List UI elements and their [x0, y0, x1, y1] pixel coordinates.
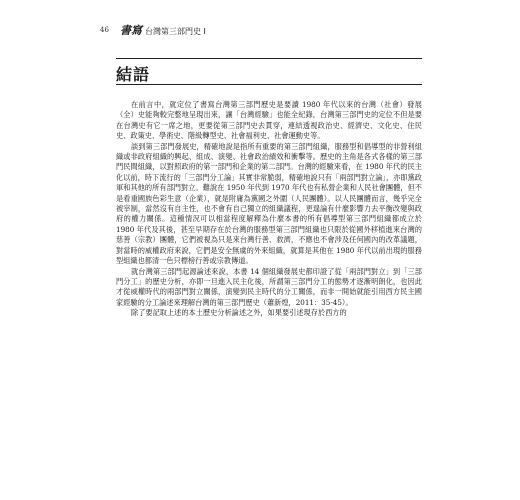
paragraph: 談到第三部門發展史，精確地說是指所有重要的第三部門組織，服務型和倡導型的非營利組織或非政府組織的興起、組成、演變、社會政治績效和衝擊等。歷史的主角是各式各樣的第三部門民間組織，以對照政府的第一部門和企業的第二部門。台灣的經驗來看，在 1980 年代的民主化以前，時下流行的「三部門分工論」其實非常脆弱，精確地說只有「兩部門對立論」，亦即黨政軍和其他的所有部門對立。難說在 1950 年代到 1970 年代也有私營企業和人民社會團體，但不是看重國族色彩生意（企業），就是附庸為黨國之外圍（人民團體）。以人民團體而言，幾乎完全被宰制，當然沒有自主性，也不會有自己獨立的組織議程，更遑論有什麼影響力去平衡改變與政府的權力關係。這種情況可以相當程度解釋為什麼本書的所有倡導型第三部門組織都成立於 1980 年代及其後，甚至早期存在於台灣的服務型第三部門組織也只限於從國外移植進來台灣的慈善（宗教）團體，它們被視為只是來台灣行善、救濟，不應也不會涉及任何國內的改革議題，對當時的威權政府來說，它們是安全無虞的外來組織，就算是其他在 1980 年代以前出現的服務型組織也都清一色只標榜行善或宗教傳道。	[116, 141, 422, 266]
paragraph: 就台灣第三部門起源論述來說，本書 14 個組織發展史都印證了從「兩部門對立」到「三部門分工」的歷史分析，亦即一旦進入民主化後，所謂第三部門分工的態勢才逐漸明朗化，也因此才從威權時代的兩部門對立關係，演變到民主時代的分工關係，而非一開始就能引用西方民主國家經驗的分工論述來理解台灣的第三部門歷史（蕭新煌，2011：35-45）。	[116, 266, 422, 307]
running-head-calligraphy: 書寫	[120, 24, 142, 37]
paragraph: 在前言中，就定位了書寫台灣第三部門歷史是要讀 1980 年代以來的台灣（社會）發展（全）史能夠較完整地呈現出來，讓「台灣經驗」也能全紀錄，台灣第三部門史的定位不但是要在台灣史有它一席之地，更要從第三部門史去貫穿，連結透視政治史、經濟史、文化史、住民史、政策史、學術史、階級轉型史、社會福利史、社會運動史等。	[116, 100, 422, 141]
heading-bottom-rule	[116, 84, 422, 85]
section-title: 結語	[116, 65, 151, 84]
running-head-book-title: 台灣第三部門史 I	[145, 27, 206, 36]
paragraph: 除了要記取上述的本土歷史分析論述之外，如果要引述現存於西方的	[131, 308, 347, 318]
heading-top-rule	[116, 58, 422, 59]
body-text	[116, 100, 422, 319]
running-head	[120, 22, 206, 38]
page-number: 46	[100, 26, 109, 34]
